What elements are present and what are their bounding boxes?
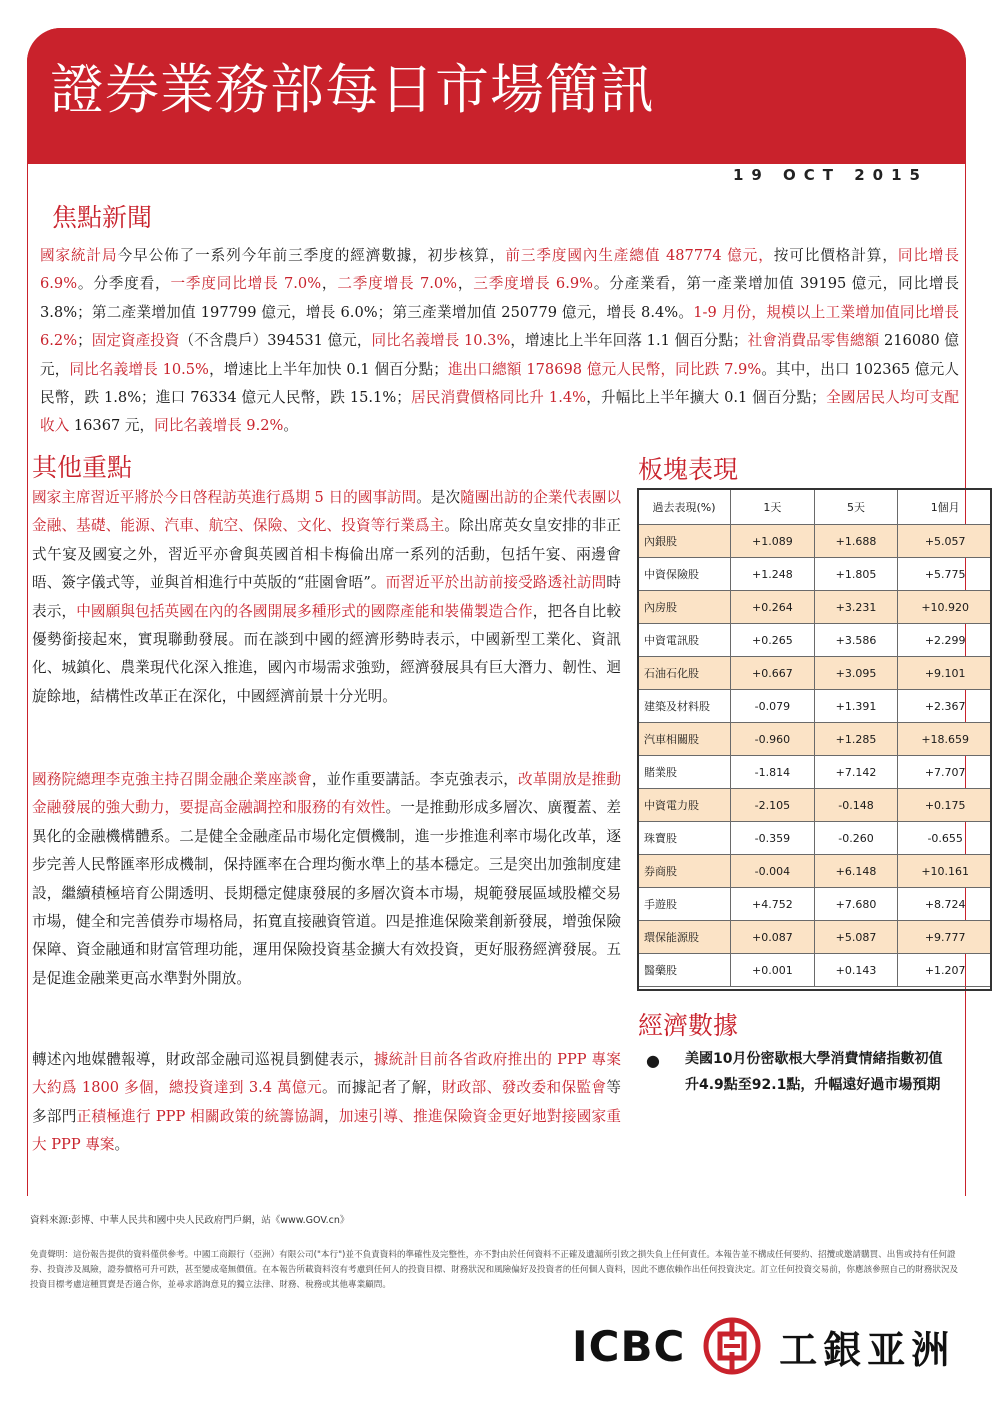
economy-item: 美國10月份密歇根大學消費情緒指數初值升4.9點至92.1點，升幅遠好過市場預期: [685, 1051, 943, 1093]
return-1d: -2.105: [731, 789, 815, 822]
sector-performance-table: [637, 488, 992, 987]
table-row: [638, 558, 992, 591]
return-1m: +8.724: [898, 888, 992, 921]
highlight-text: 加速引導、推進保險資金更好地對接國家重大 PPP 專案: [32, 1107, 621, 1154]
sector-name: 珠寶股: [638, 822, 731, 855]
column-header: 5天: [814, 489, 898, 525]
return-1d: +0.087: [731, 921, 815, 954]
column-header: 1個月: [898, 489, 992, 525]
highlights-heading: 其他重點: [32, 453, 133, 482]
return-5d: -0.148: [814, 789, 898, 822]
body-text: 。一是推動形成多層次、廣覆蓋、差異化的金融機構體系。二是健全金融產品市場化定價機制，進一步推進利率市場化改革，逐步完善人民幣匯率形成機制，保持匯率在合理均衡水準上的基本穩定。三是突出加強制度建設，繼續積極培育公開透明、長期穩定健康發展的多層次資本市場，規範發展區域股權交易市場，健全和完善債券市場格局，拓寬直接融資管道。四是推進保險業創新發展，增強保險保障、資金融通和財富管理功能，運用保險投資基金擴大有效投資，更好服務經濟發展。五是促進金融業更高水準對外開放。: [32, 799, 621, 987]
return-1d: +0.001: [731, 954, 815, 987]
return-1m: +18.659: [898, 723, 992, 756]
highlight-text: 三季度增長 6.9%: [473, 275, 593, 293]
sector-name: 券商股: [638, 855, 731, 888]
return-1d: -0.960: [731, 723, 815, 756]
sector-name: 內銀股: [638, 525, 731, 558]
highlight-paragraph: [32, 484, 621, 711]
return-5d: -0.260: [814, 822, 898, 855]
return-1d: +4.752: [731, 888, 815, 921]
sector-name: 中資電力股: [638, 789, 731, 822]
body-text: ，: [321, 275, 338, 293]
return-1d: +1.089: [731, 525, 815, 558]
return-1d: -0.004: [731, 855, 815, 888]
sector-name: 汽車相關股: [638, 723, 731, 756]
table-row: [638, 789, 992, 822]
sector-name: 內房股: [638, 591, 731, 624]
highlight-text: 同比增長 6.9%: [40, 247, 959, 293]
highlight-text: 固定資產投資: [91, 332, 180, 350]
return-5d: +3.231: [814, 591, 898, 624]
return-1d: +0.667: [731, 657, 815, 690]
highlight-text: 一季度同比增長 7.0%: [170, 275, 322, 293]
economy-heading: 經濟數據: [638, 1011, 739, 1040]
body-text: 。除出席英女皇安排的非正式午宴及國宴之外，習近平亦會與英國首相卡梅倫出席一系列的活動，包括午宴、兩邊會晤、簽字儀式等，並與首相進行中英版的“莊園會晤”。: [32, 517, 621, 592]
return-1m: +5.775: [898, 558, 992, 591]
return-5d: +1.285: [814, 723, 898, 756]
body-text: 。而據記者了解，: [321, 1079, 442, 1097]
body-text: ；: [77, 332, 92, 350]
body-text: 轉述內地媒體報導，財政部金融司巡視員劉健表示，: [32, 1051, 374, 1068]
highlight-text: 據統計目前各省政府推出的 PPP 專案大約爲 1800 多個，總投資達到 3.4 萬億元: [32, 1051, 621, 1097]
body-text: ，: [323, 1107, 339, 1125]
body-text: ，: [457, 275, 474, 293]
highlight-text: 隨團出訪的企業代表團以金融、基礎、能源、汽車、航空、保險、文化、投資等行業爲主: [32, 489, 621, 535]
return-1d: -0.079: [731, 690, 815, 723]
body-text: 16367 元，: [69, 417, 155, 435]
sector-name: 建築及材料股: [638, 690, 731, 723]
highlight-paragraph: [32, 1046, 621, 1160]
return-1m: +10.920: [898, 591, 992, 624]
table-row: [638, 954, 992, 987]
highlight-text: 而習近平於出訪前接受路透社訪問: [385, 574, 607, 592]
logo-text-en: ICBC: [572, 1321, 686, 1371]
body-text: 216080 億元，: [40, 332, 959, 378]
sector-name: 手遊股: [638, 888, 731, 921]
body-text: ，增速比上半年加快 0.1 個百分點；: [208, 360, 448, 378]
table-row: [638, 690, 992, 723]
return-1d: +0.264: [731, 591, 815, 624]
column-header: 過去表現(%): [638, 489, 731, 525]
return-1m: +7.707: [898, 756, 992, 789]
body-text: 按可比價格計算，: [773, 247, 898, 264]
focus-heading: 焦點新聞: [52, 203, 153, 232]
highlight-text: 中國願與包括英國在內的各國開展多種形式的國際產能和裝備製造合作: [76, 602, 533, 620]
highlight-text: 同比名義增長 9.2%: [154, 417, 284, 435]
body-text: 。分季度看，: [77, 275, 171, 293]
highlight-text: 前三季度國內生產總值 487774 億元，: [505, 247, 774, 264]
sector-name: 醫藥股: [638, 954, 731, 987]
highlight-text: 同比名義增長 10.5%: [69, 360, 209, 378]
highlight-text: 二季度增長 7.0%: [337, 275, 458, 293]
highlight-text: 社會消費品零售總額: [747, 332, 880, 350]
sector-name: 中資電訊股: [638, 624, 731, 657]
return-1m: +10.161: [898, 855, 992, 888]
sector-name: 石油石化股: [638, 657, 731, 690]
report-date: 19 OCT 2015: [732, 166, 928, 184]
body-text: ，升幅比上半年擴大 0.1 個百分點；: [586, 389, 826, 407]
return-1m: -0.655: [898, 822, 992, 855]
return-5d: +3.586: [814, 624, 898, 657]
body-text: ，把各自比較優勢銜接起來，實現聯動發展。而在談到中國的經濟形勢時表示，中國新型工業化、資訊化、城鎮化、農業現代化深入推進，國內市場需求強勁，經濟發展具有巨大潛力、韌性、迴旋餘地，結構性改革正在深化，中國經濟前景十分光明。: [32, 602, 621, 705]
return-5d: +1.805: [814, 558, 898, 591]
disclaimer: 免責聲明：這份報告提供的資料僅供參考。中國工商銀行（亞洲）有限公司("本行")並不負責資料的準確性及完整性，亦不對由於任何資料不正確及遺漏所引致之損失負上任何責任。本報告並不構成任何要約、招攬或邀請購買、出售或持有任何證券、投資涉及風險，證券價格可升可跌，甚至變成毫無價值。在本報告所載資料沒有考慮到任何人的投資目標、財務狀況和風險偏好及投資者的任何個人資料，因此不應依賴作出任何投資決定。訂立任何投資交易前，你應該參照自己的財務狀況及投資目標考慮這種買賣是否適合你，並尋求諮詢意見的獨立法律、財務、稅務或其他專業顧問。: [30, 1250, 959, 1290]
icbc-logo: [572, 1316, 955, 1376]
table-row: [638, 657, 992, 690]
return-1d: +1.248: [731, 558, 815, 591]
return-5d: +5.087: [814, 921, 898, 954]
return-1m: +2.299: [898, 624, 992, 657]
return-5d: +3.095: [814, 657, 898, 690]
table-row: [638, 525, 992, 558]
sector-heading: 板塊表現: [638, 455, 739, 484]
body-text: （不含農戶）394531 億元，: [179, 332, 372, 350]
table-row: [638, 624, 992, 657]
body-text: 。分產業看，第一產業增加值 39195 億元，同比增長 3.8%；第二產業增加值 197799 億元，增長 6.0%；第三產業增加值 250779 億元，增長 8.4%。: [40, 275, 959, 321]
table-row: [638, 855, 992, 888]
highlight-text: 國務院總理李克強主持召開金融企業座談會: [32, 771, 312, 788]
return-1m: +0.175: [898, 789, 992, 822]
column-header: 1天: [731, 489, 815, 525]
body-text: 。: [114, 1136, 130, 1154]
body-text: 時表示，: [32, 574, 621, 620]
table-row: [638, 822, 992, 855]
table-row: [638, 723, 992, 756]
icbc-emblem-icon: [703, 1317, 761, 1375]
highlight-text: 改革開放是推動金融發展的強大動力，要提高金融調控和服務的有效性: [32, 771, 621, 817]
body-text: 。: [283, 417, 298, 435]
bullet-icon: ●: [646, 1051, 660, 1070]
highlight-paragraph: [32, 766, 621, 993]
return-5d: +7.142: [814, 756, 898, 789]
highlight-text: 同比名義增長 10.3%: [371, 332, 511, 350]
table-row: [638, 591, 992, 624]
table-header-row: [638, 489, 992, 525]
sector-name: 賭業股: [638, 756, 731, 789]
return-5d: +7.680: [814, 888, 898, 921]
focus-paragraph: [40, 242, 959, 441]
highlight-text: 居民消費價格同比升 1.4%: [410, 389, 586, 407]
return-1d: +0.265: [731, 624, 815, 657]
page-title: 證券業務部每日市場簡訊: [50, 58, 655, 121]
logo-text-cn: 工銀亚洲: [779, 1327, 956, 1372]
return-1d: -1.814: [731, 756, 815, 789]
highlight-text: 進出口總額 178698 億元人民幣，同比跌 7.9%: [447, 360, 762, 378]
highlight-text: 國家統計局: [40, 247, 118, 264]
return-1m: +9.101: [898, 657, 992, 690]
highlight-text: 正積極進行 PPP 相關政策的統籌協調: [76, 1107, 324, 1125]
table-row: [638, 888, 992, 921]
body-text: 。其中，出口 102365 億元人民幣，跌 1.8%；進口 76334 億元人民幣，跌 15.1%；: [40, 360, 959, 407]
return-5d: +6.148: [814, 855, 898, 888]
highlight-text: 1-9 月份，規模以上工業增加值同比增長 6.2%: [40, 303, 959, 350]
return-1m: +5.057: [898, 525, 992, 558]
return-5d: +1.688: [814, 525, 898, 558]
highlight-text: 國家主席習近平將於今日啓程訪英進行爲期 5 日的國事訪問: [32, 489, 417, 506]
return-5d: +0.143: [814, 954, 898, 987]
return-1m: +1.207: [898, 954, 992, 987]
table-row: [638, 921, 992, 954]
body-text: 。是次: [416, 489, 461, 506]
highlight-text: 全國居民人均可支配收入: [40, 389, 959, 435]
sector-name: 中資保險股: [638, 558, 731, 591]
body-text: ，增速比上半年回落 1.1 個百分點；: [510, 332, 748, 350]
sector-name: 環保能源股: [638, 921, 731, 954]
highlight-text: 財政部、發改委和保監會: [441, 1079, 607, 1097]
table-row: [638, 756, 992, 789]
return-5d: +1.391: [814, 690, 898, 723]
return-1d: -0.359: [731, 822, 815, 855]
return-1m: +9.777: [898, 921, 992, 954]
return-1m: +2.367: [898, 690, 992, 723]
body-text: ，並作重要講話。李克強表示，: [311, 771, 519, 788]
body-text: 今早公佈了一系列今年前三季度的經濟數據，初步核算，: [117, 247, 506, 264]
source-note: 資料來源:彭博、中華人民共和國中央人民政府門戶網，站《www.GOV.cn》: [30, 1215, 350, 1226]
body-text: 等多部門: [32, 1079, 621, 1125]
